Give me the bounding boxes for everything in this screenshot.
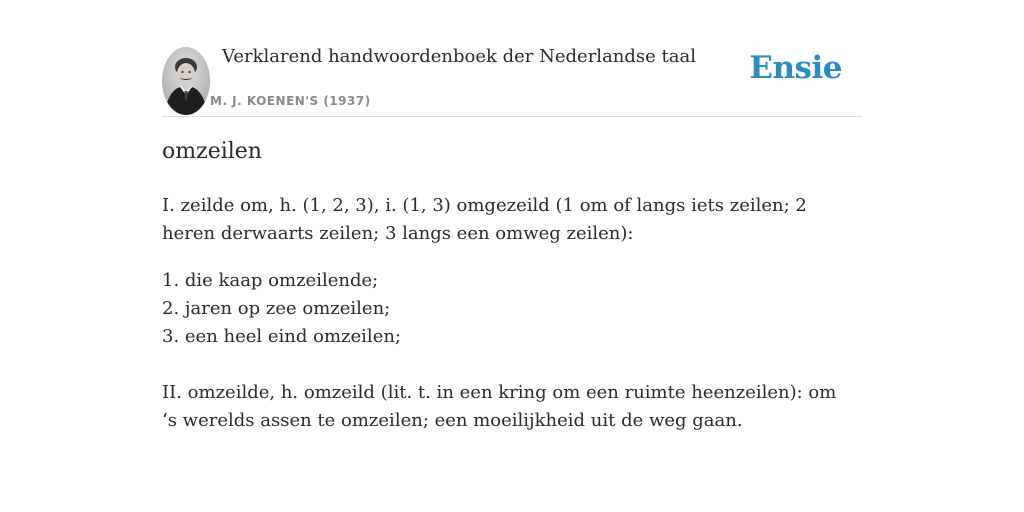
portrait-image [162,47,210,115]
entry-headword: omzeilen [162,139,262,164]
example-item: 3. een heel eind omzeilen; [162,326,402,347]
entry-sense-2: II. omzeilde, h. omzeild (lit. t. in een kring om een ruimte heenzeilen): om ‘s werelds assen te omzeilen; een moeilijkheid uit de weg gaan. [162,382,837,431]
page [162,0,862,512]
author-portrait [162,47,210,115]
site-header [162,0,862,117]
entry-sense-1: I. zeilde om, h. (1, 2, 3), i. (1, 3) omgezeild (1 om of langs iets zeilen; 2 heren derwaarts zeilen; 3 langs een omweg zeilen): [162,195,807,244]
book-title: Verklarend handwoordenboek der Nederlandse taal [222,46,696,67]
example-item: 2. jaren op zee omzeilen; [162,298,391,319]
brand-logo-link[interactable]: Ensie [749,50,842,86]
example-list [162,267,401,351]
example-item: 1. die kaap omzeilende; [162,270,379,291]
author-credit: M. J. KOENEN'S (1937) [210,94,371,108]
